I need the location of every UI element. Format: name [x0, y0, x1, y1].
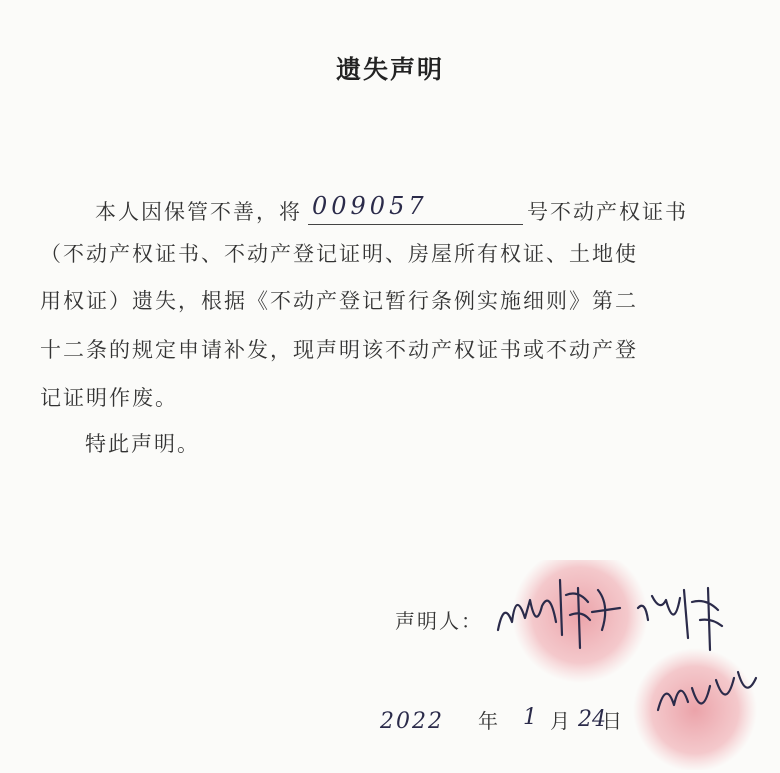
date-day-unit: 日: [602, 709, 622, 733]
seal-and-signatures: [470, 560, 770, 770]
body-line-1: [95, 192, 688, 226]
closing-line: 特此声明。: [85, 432, 200, 456]
body-line-5: 记证明作废。: [40, 386, 178, 410]
body-line-4: 十二条的规定申请补发，现声明该不动产权证书或不动产登: [40, 338, 638, 362]
body-line-3: 用权证）遗失，根据《不动产登记暂行条例实施细则》第二: [40, 289, 638, 313]
para1-prefix: 本人因保管不善，将: [95, 200, 302, 224]
body-line-2: （不动产权证书、不动产登记证明、房屋所有权证、土地使: [40, 242, 638, 266]
certificate-number-blank: [308, 192, 523, 225]
seal-stamp-lower: [633, 648, 757, 770]
date-month-unit: 月: [550, 709, 570, 733]
date-year: 2022: [380, 709, 444, 734]
date-year-unit: 年: [478, 709, 498, 733]
certificate-number: 009057: [312, 192, 428, 220]
date-day: 24: [578, 707, 606, 732]
declarant-label: 声明人：: [395, 609, 483, 633]
para1-suffix: 号不动产权证书: [527, 200, 688, 224]
date-month: 1: [523, 705, 537, 730]
document-title: 遗失声明: [335, 55, 444, 84]
